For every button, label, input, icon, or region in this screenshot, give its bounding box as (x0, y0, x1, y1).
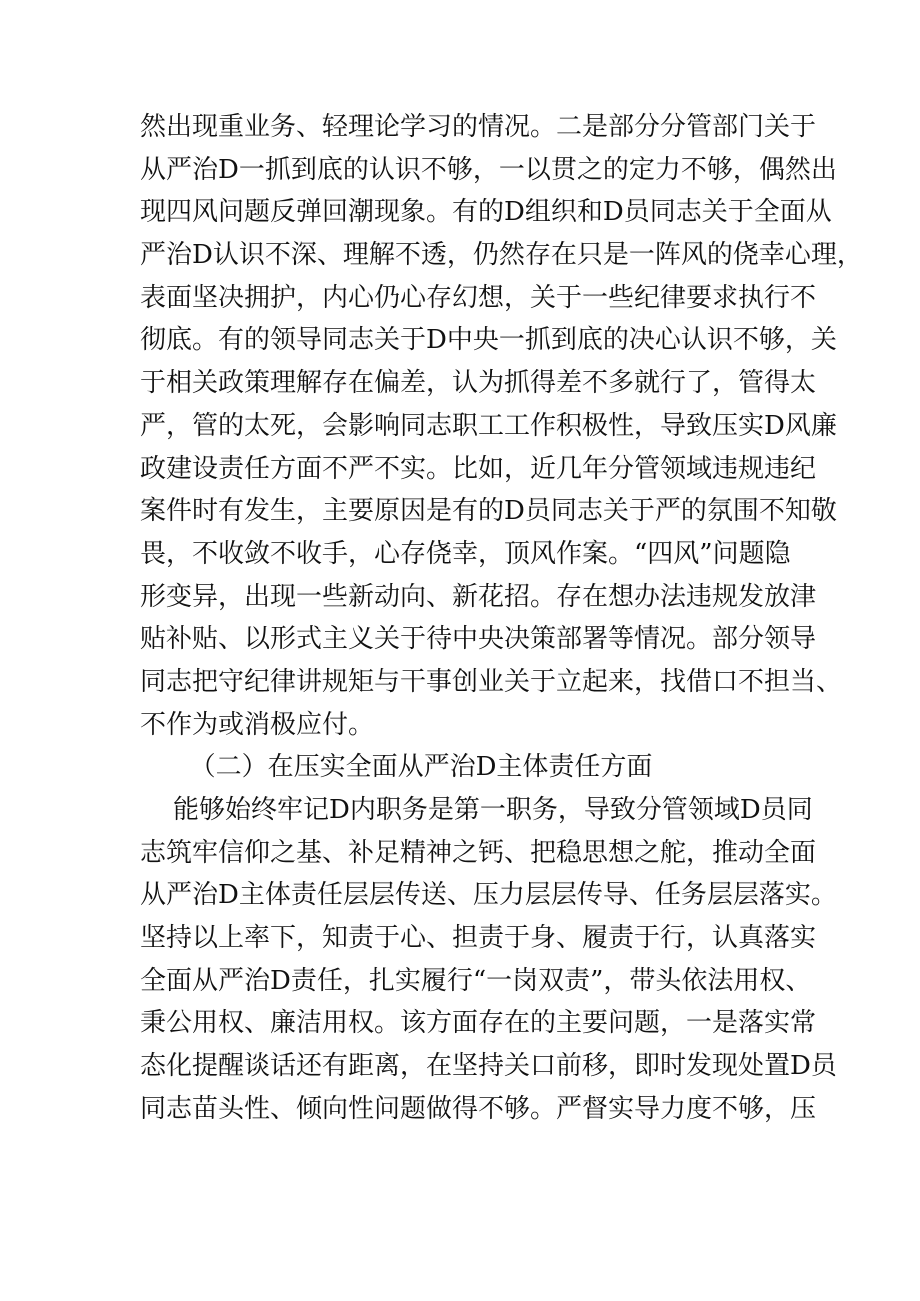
text-line: 然出现重业务、轻理论学习的情况。二是部分分管部门关于 (140, 112, 817, 142)
text-line: 坚持以上率下，知责于心、担责于身、履责于行，认真落实 (140, 923, 817, 954)
text-line: 同志把守纪律讲规矩与干事创业关于立起来，找借口不担当、 (140, 666, 843, 697)
text-line: 志筑牢信仰之基、补足精神之钙、把稳思想之舵，推动全面 (140, 837, 817, 868)
text-line: 表面坚决拥护，内心仍心存幻想，关于一些纪律要求执行不 (140, 282, 817, 313)
text-line: 严，管的太死，会影响同志职工工作积极性，导致压实D风廉 (140, 410, 837, 441)
text-line: 现四风问题反弹回潮现象。有的D组织和D员同志关于全面从 (140, 197, 832, 228)
text-line: 于相关政策理解存在偏差，认为抓得差不多就行了，管得太 (140, 368, 817, 399)
text-line: 秉公用权、廉洁用权。该方面存在的主要问题，一是落实常 (140, 1008, 817, 1039)
text-line: 不作为或消极应付。 (140, 709, 375, 740)
section-heading: （二）在压实全面从严治D主体责任方面 (140, 752, 653, 783)
text-line: 形变异，出现一些新动向、新花招。存在想办法违规发放津 (140, 581, 817, 612)
text-line: 彻底。有的领导同志关于D中央一抓到底的决心认识不够，关 (140, 325, 837, 356)
text-line: 能够始终牢记D内职务是第一职务，导致分管领域D员同 (140, 795, 813, 825)
text-line: 政建设责任方面不严不实。比如，近几年分管领域违规违纪 (140, 453, 817, 484)
text-line: 畏，不收敛不收手，心存侥幸，顶风作案。“四风”问题隐 (140, 538, 791, 569)
text-line: 从严治D主体责任层层传送、压力层层传导、任务层层落实。 (140, 880, 837, 911)
text-line: 从严治D一抓到底的认识不够，一以贯之的定力不够，偶然出 (140, 154, 837, 185)
text-line: 严治D认识不深、理解不透，仍然存在只是一阵风的侥幸心理， (140, 240, 863, 271)
text-line: 案件时有发生，主要原因是有的D员同志关于严的氛围不知敬 (140, 496, 837, 527)
text-line: 态化提醒谈话还有距离，在坚持关口前移，即时发现处置D员 (140, 1051, 837, 1082)
text-line: 全面从严治D责任，扎实履行“一岗双责”，带头依法用权、 (140, 965, 812, 996)
text-line: 贴补贴、以形式主义关于待中央决策部署等情况。部分领导 (140, 624, 817, 655)
text-line: 同志苗头性、倾向性问题做得不够。严督实导力度不够，压 (140, 1093, 817, 1124)
body-text (140, 106, 863, 1131)
